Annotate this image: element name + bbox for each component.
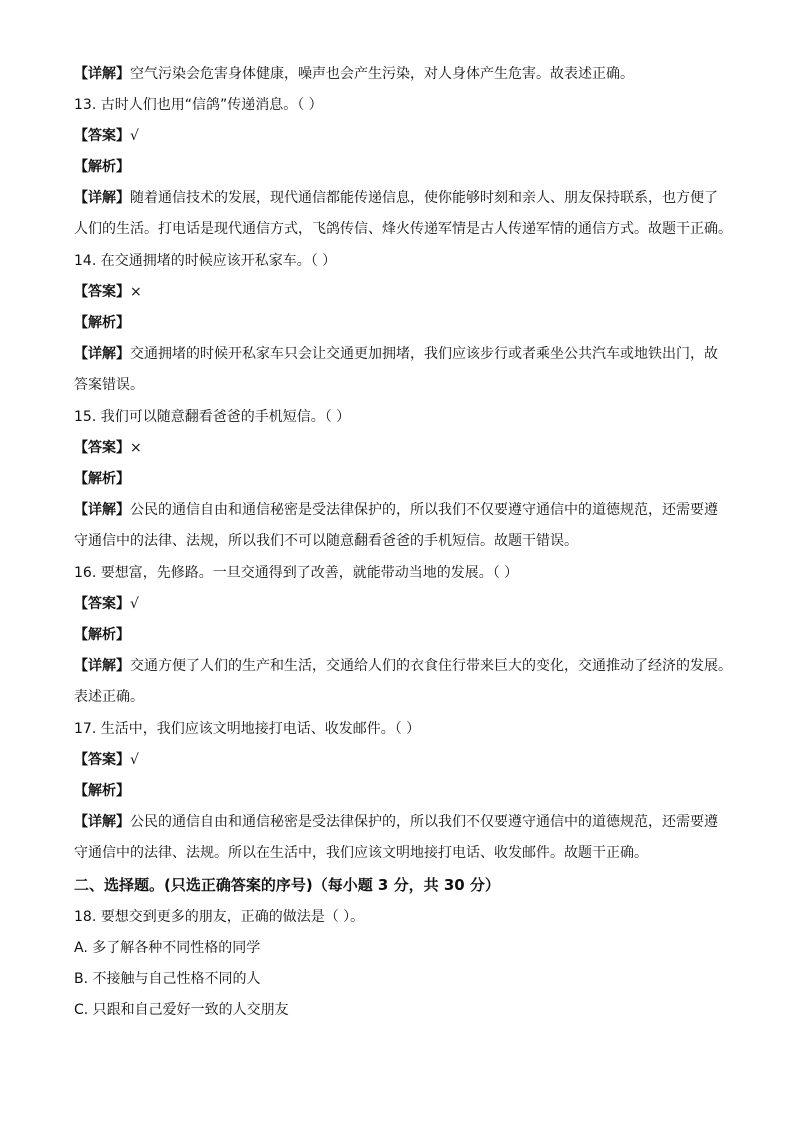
detail-tag: 【详解】 <box>74 346 130 362</box>
q17-detail-line-2: 守通信中的法律、法规。所以在生活中，我们应该文明地接打电话、收发邮件。故题干正确。 <box>74 845 648 861</box>
q14-detail-line-1 <box>74 344 718 364</box>
detail-text: 交通方便了人们的生产和生活，交通给人们的衣食住行带来巨大的变化，交通推动了经济的发展。 <box>130 658 732 674</box>
answer-tag: 【答案】 <box>74 440 130 456</box>
answer-tag: 【答案】 <box>74 128 130 144</box>
answer-tag: 【答案】 <box>74 284 130 300</box>
question-15: 15. 我们可以随意翻看爸爸的手机短信。（ ） <box>74 409 351 425</box>
detail-tag: 【详解】 <box>74 502 130 518</box>
q17-analysis-tag: 【解析】 <box>74 783 130 799</box>
option-b: B. 不接触与自己性格不同的人 <box>74 971 261 987</box>
q12-detail-line <box>74 64 634 84</box>
question-18: 18. 要想交到更多的朋友，正确的做法是（ ）。 <box>74 909 365 925</box>
detail-tag: 【详解】 <box>74 190 130 206</box>
answer-tag: 【答案】 <box>74 752 130 768</box>
question-14: 14. 在交通拥堵的时候应该开私家车。（ ） <box>74 253 337 269</box>
answer-mark: √ <box>130 596 139 612</box>
q16-detail-line-2: 表述正确。 <box>74 689 144 705</box>
answer-mark: × <box>130 440 142 456</box>
detail-text: 公民的通信自由和通信秘密是受法律保护的，所以我们不仅要遵守通信中的道德规范，还需要遵 <box>130 502 718 518</box>
q16-analysis-tag: 【解析】 <box>74 627 130 643</box>
q14-analysis-tag: 【解析】 <box>74 315 130 331</box>
q17-detail-line-1 <box>74 812 718 832</box>
q16-detail-line-1 <box>74 656 732 676</box>
question-17: 17. 生活中，我们应该文明地接打电话、收发邮件。（ ） <box>74 721 421 737</box>
q17-answer <box>74 750 139 770</box>
answer-tag: 【答案】 <box>74 596 130 612</box>
q15-detail-line-2: 守通信中的法律、法规，所以我们不可以随意翻看爸爸的手机短信。故题干错误。 <box>74 533 578 549</box>
detail-text: 空气污染会危害身体健康，噪声也会产生污染，对人身体产生危害。故表述正确。 <box>130 66 634 82</box>
section-heading: 二、选择题。(只选正确答案的序号)（每小题 3 分，共 30 分） <box>74 876 500 894</box>
detail-tag: 【详解】 <box>74 814 130 830</box>
answer-mark: √ <box>130 752 139 768</box>
q16-answer <box>74 594 139 614</box>
q13-detail-line-2: 人们的生活。打电话是现代通信方式，飞鸽传信、烽火传递军情是古人传递军情的通信方式。故题干正确。 <box>74 221 732 237</box>
q13-answer <box>74 126 139 146</box>
q15-analysis-tag: 【解析】 <box>74 471 130 487</box>
q15-answer <box>74 438 142 458</box>
q14-detail-line-2: 答案错误。 <box>74 377 144 393</box>
option-a: A. 多了解各种不同性格的同学 <box>74 940 261 956</box>
detail-text: 随着通信技术的发展，现代通信都能传递信息，使你能够时刻和亲人、朋友保持联系，也方便了 <box>130 190 718 206</box>
q15-detail-line-1 <box>74 500 718 520</box>
q13-detail-line-1 <box>74 188 718 208</box>
detail-text: 交通拥堵的时候开私家车只会让交通更加拥堵，我们应该步行或者乘坐公共汽车或地铁出门，故 <box>130 346 718 362</box>
detail-text: 公民的通信自由和通信秘密是受法律保护的，所以我们不仅要遵守通信中的道德规范，还需要遵 <box>130 814 718 830</box>
q14-answer <box>74 282 142 302</box>
answer-mark: √ <box>130 128 139 144</box>
detail-tag: 【详解】 <box>74 66 130 82</box>
question-16: 16. 要想富，先修路。一旦交通得到了改善，就能带动当地的发展。（ ） <box>74 565 519 581</box>
answer-mark: × <box>130 284 142 300</box>
option-c: C. 只跟和自己爱好一致的人交朋友 <box>74 1002 289 1018</box>
q13-analysis-tag: 【解析】 <box>74 159 130 175</box>
detail-tag: 【详解】 <box>74 658 130 674</box>
question-13: 13. 古时人们也用“信鸽”传递消息。（ ） <box>74 97 323 113</box>
